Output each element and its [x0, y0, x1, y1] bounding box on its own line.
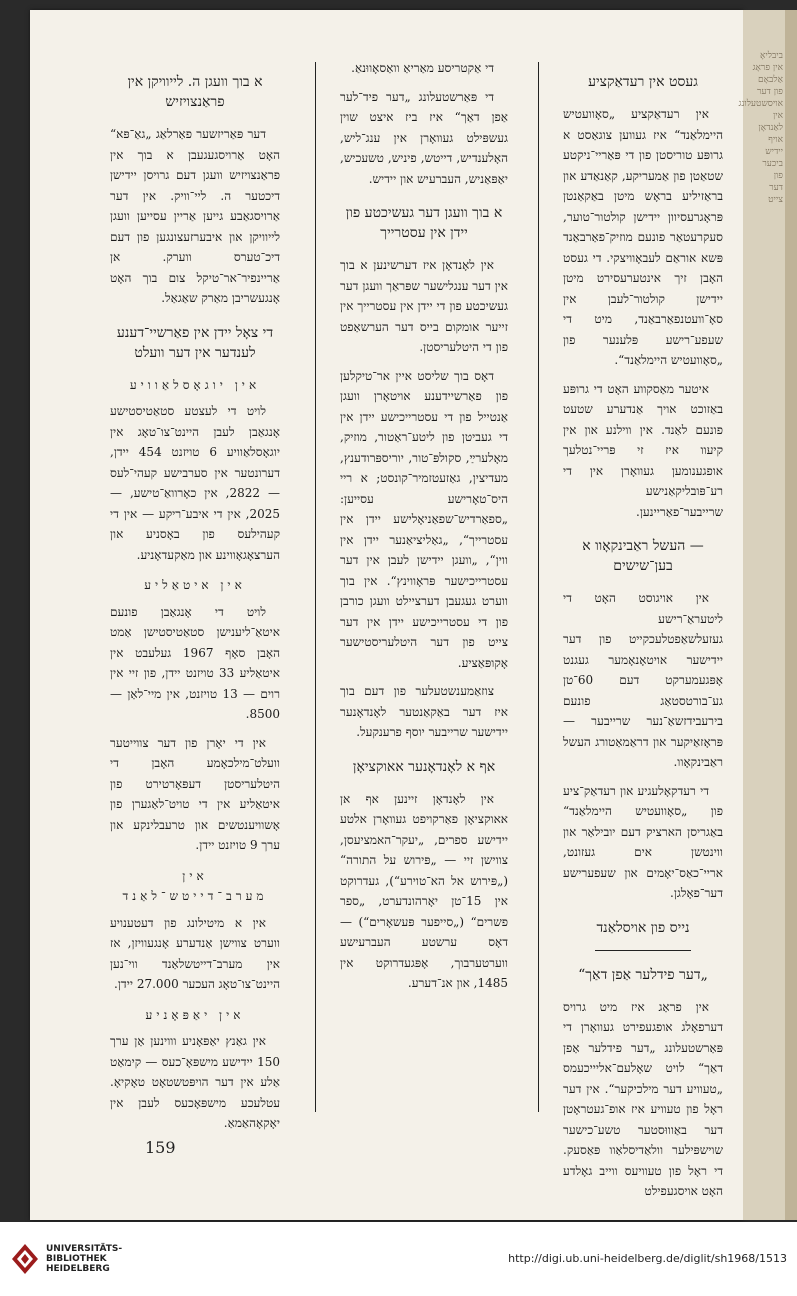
subheading-west-germany: אין מערב־דייטש־לאַנד: [122, 868, 268, 903]
column-rule-2: [315, 62, 316, 1112]
page-url-link[interactable]: http://digi.ub.uni-heidelberg.de/diglit/sh1968/1513: [508, 1252, 787, 1265]
heading-fiddler-on-the-roof: „דער פידלער אַפן דאַך“: [578, 966, 708, 983]
column-left: [110, 58, 280, 1142]
paragraph: די רעדקאָלעגיע און רעדאַק־ציע פון „סאָוועטיש היימלאַנד“ באַגריסן הארציק דעם יובילאַר און ווינטשן אים געזונט, אריי־כאַס־יאָמים און שעפערישע דער־פאָלגן.: [563, 783, 723, 900]
column-rule-1: [538, 62, 539, 1112]
heading-guests-in-redaction: געסט אין רעדאַקציע: [588, 74, 698, 90]
subheading-italy: אין איטאַליע: [144, 578, 246, 592]
subheading-yugoslavia: אין יוגאָסלאַוויע: [129, 377, 261, 392]
column-middle: [340, 58, 508, 1002]
paragraph: איטער מאַסקווע האָט די גרופּע באַזוכט אויך אַנדערע שטעט פונעם לאַנד. אין ווילנע און אין קיעוו איז זי פּריי־נטלעך אופגענומען געוואָרן אין די רע־פּובליקאַנישע שרייבער־פאַריינען.: [563, 381, 723, 519]
paragraph: אין גאַנץ יאַפּאָניע וווינען אַן ערך 150 יידישע מישפּאָ־כעס — קימאַט אַלע אין דער הויפּטשטאָט טאָקיאָ. עטלעכע מישפּאָכעס לעבן אין יאָקאָהאַמאַ.: [110, 1034, 280, 1130]
logo-line-1: UNIVERSITÄTS-: [46, 1244, 123, 1254]
paragraph: אין אויגוסט האָט די ליטעראַ־רישע געזעלשאַפטלעכקייט פון דער יידישער אויטאָנאָמער געגנט אָפּגעמערקט דעם 60־טן גע־בורטסטאַג פונעם בירעבידזשאַ־נער שרייבער — פּראָזאַיקער און דראַמאַטורג העשל ראַבינקאָוו.: [563, 591, 723, 769]
heading-heshl-rabinkov: — העשל ראַבינקאָוו א בען־שישים: [582, 538, 704, 574]
page-number: 159: [145, 1138, 176, 1157]
heading-underline: [595, 950, 691, 951]
heading-jewish-population: די צאָל יידן אין פאַרשיי־דענע לענדער אין דער וועלט: [116, 324, 274, 361]
paragraph: אין די יאָרן פון דער צווייטער וועלט־מילכאָמע האָבן די היטלעריסטן דעפּאָרטירט פון איטאַליע אין די טויט־לאַגערן פון אָשוויענטשים און טרעבלינקע און ערך 9 טויזנט יידן.: [110, 735, 280, 852]
paragraph: די אַקטריסע מאַריאַ וואַסאָווּנאַ.: [351, 61, 494, 75]
column-right: [563, 58, 723, 1210]
paragraph: אין רעדאַקציע „סאָוועטיש היימלאַנד“ איז געווען צוגאַסט א גרופּע טוריסטן פון די פּאַריי־ניקטע שטאַטן פון אַמעריקע, קאַנאַדע און בראַזיליע בראָש מיטן באַקאַנטן פּראָגרעסיוון יידישן קולטור־טוער, סעקרעטאַר פונעם מוזיק־פאַרבאַנד פּשא אוראַם לעבאָוויצקי. די געסט האָבן זיך אינטערעסירט מיטן יידישן קולטור־לעבן אין סאָ־וועטנפאַרבאַנד, מיט די שעפע־רישע פּלענער פון „סאָוועטיש היימלאַנד“.: [563, 107, 723, 367]
paragraph: אין א מיטילונג פון דעטענויע ווערט צווישן אַנדערע אָנגעוויזן, אז אין מערב־דייטשלאַנד ווי־נען היינט־צו־טאָג העכער 27.000 יידן.: [110, 915, 280, 991]
adjacent-page-text: ביבליאָ אין פראָג אַלבאָם פון דער אויסשטעלונג אין לאַנדאָן אויף יידיש ביכער פון דער צייט: [738, 51, 783, 205]
heading-london-auction: אף א לאָנדאָנער אאוקציאָן: [352, 758, 496, 775]
paragraph: דער פּאַריזשער פאַרלאַג „גאַ־פּא“ האָט אַרויסגעגעבן א בוך אין פראַנצויזיש וועגן דעם גרויסן יידישן דיכטער ה. ליי־וויק. אין דער אַרויסגאַבע גייען אַריין עסייען וועגן לייוויקן און איבערזעצונגען פון דעם דיכ־טערס ווערק. אן אַריינפיר־אר־טיקל צום בוך האָט אָנגעשריבן מאַרק שאַגאַל.: [110, 127, 280, 305]
logo-line-2: BIBLIOTHEK: [46, 1254, 107, 1264]
paragraph: אין לאָנדאָן איז דערשינען א בוך אין דער ענגלישער שפּראַך וועגן דער געשיכטע פון די יידן אין עסטרייך אין זייער אומקום בייס דער הערשאַפט פון די היטלעריסטן.: [340, 258, 508, 354]
paragraph: אין לאָנדאָן זיינען אף אן אאוקציאָן פאַרקויפט געוואָרן אלטע יידישע ספרים, „יעקר־האמציעסן, צווישן זיי — „פּירוש על התורה“ („פּירוש אל הא־טוירע“), געדרוקט אין 15־טן יאָרהונדערט, „ספר פשרים“ („סייפער פּעשאָרים“) — דאָס ערשטע העברעישע ווערטערבוך, אָפּגעדרוקט אין 1485, און אנ־דערע.: [340, 791, 508, 990]
heading-book-austrian-jews: א בוך וועגן דער געשיכטע פון יידן אין עסטרייך: [345, 205, 503, 241]
viewer-footer: [0, 1222, 797, 1296]
heading-news-from-abroad: נייס פון אויסלאַנד: [596, 919, 690, 936]
university-library-logo-icon: [10, 1242, 40, 1276]
paragraph: אין פראַג איז מיט גרויס דערפאָלג אופגעפירט געוואָרן די פּאַרשטעלונג „דער פידלער אַפן דאַך“ לויט שאָלעם־אליייכעמס „טעוויע דער מילכיקער“. אין דער ראָל פון טעוויע איז אופ־געטראָטן דער באַוווּסטער טשע־כישער שוישפּילער וולאַדיסלאַוו פּאַסעק. די ראָל פון טעוויעס ווייב גאָלדע האָט אויסגעפילט: [563, 999, 723, 1198]
logo-line-3: HEIDELBERG: [46, 1264, 110, 1274]
university-library-logo-text: [46, 1244, 122, 1274]
paragraph: די פּאַרשטעלונג „דער פיד־לער אַפן דאַך“ איז ביז איצט שוין געשפּילט געוואָרן אין ענג־ליש, האָלענדיש, דייטש, פיניש, טשעכיש, יאַפּאַניש, העברעיש און יידיש.: [340, 89, 508, 186]
adjacent-page-strip: [738, 10, 797, 1220]
paragraph: לויט די אָנגאַבן פונעם איטאַ־ליענישן סטאַטיסטישן אַמט האָבן סאָף 1967 געלעבט אין איטאַליע 33 טויזנט יידן, פון זיי אין רוים — 13 טויזנט, אין מיי־לאַן — 8500.: [110, 604, 281, 721]
paragraph: צוזאַמענשטעלער פון דעם בוך איז דער באַקאַנטער לאָנדאָנער יידישער שרייבער יוסף פרענקעל.: [340, 684, 508, 739]
paragraph: דאָס בוך שליסט איין אר־טיקלען פון פאַרשיידענע אויטאָרן וועגן אַנטייל פון די עסטרייכישע יידן אין די געביטן פון ליטע־ראַטור, מוזיק, מאָלערײַ, סקולפּ־טור, יוריספּרודענץ, מעדיצין, גאַזעטזמיר־קונסט; א ריי היס־טאָרישע עסייען: „ספאַרדיש־שפאַניאָלישע יידן אין עסטרייך“, „גאַליציאַנער יידן אין ווין“, „וועגן יידישן לעבן אין דער עסטרייכישער פּראָווינץ“. אין בוך ווערט געגעבן דערציילט וועגן כורבן פון די עסטרייכישע יידן אין דער צייט פון דער היטלעריסטישער אָקופּאַציע.: [340, 368, 508, 670]
heading-book-leivick-french: א בוך וועגן ה. לייוויקן אין פראַנצויזיש: [127, 74, 263, 110]
subheading-japan: אין יאַפּאָניע: [145, 1007, 245, 1022]
paragraph: לויט די לעצטע סטאַטיסטישע אָנגאַבן לעבן היינט־צו־טאָג אין יוגאָסלאַוויע 6 טויזנט 454 יידן, דערונטער אין סערבישע קעהי־לעס — 2822, אין כאָרוואַ־טישע, — 2025, אין די איבע־ריקע — אין די קעהילעס פון באָסניע און הערצאָגאָווינע און מאַקעדאָניע.: [110, 404, 280, 562]
